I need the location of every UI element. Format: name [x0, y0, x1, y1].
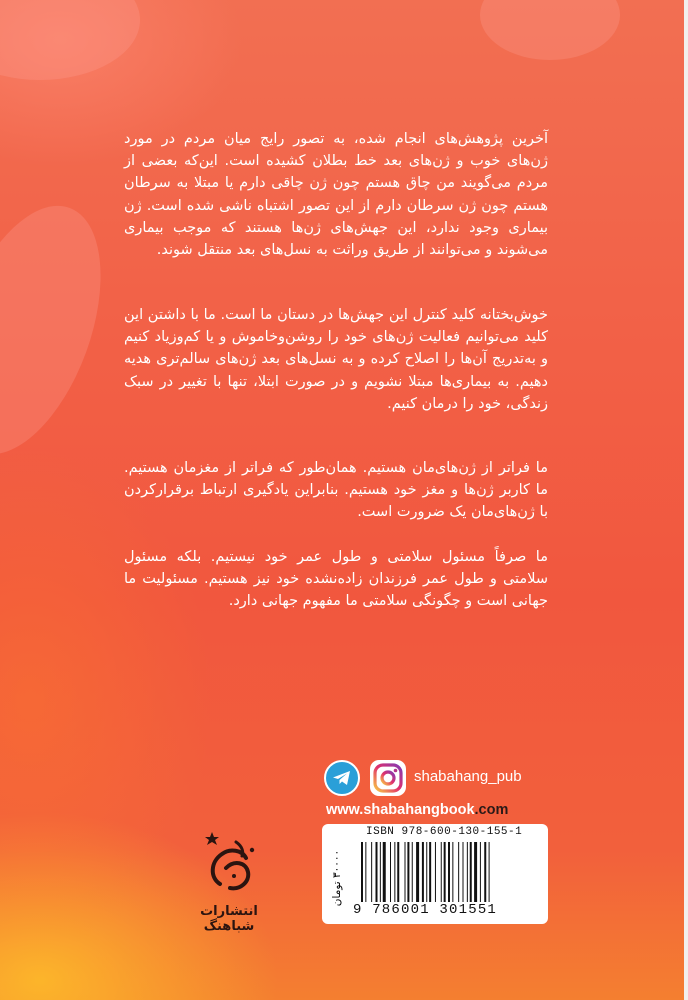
publisher-name: انتشارات شباهنگ	[200, 904, 258, 934]
decorative-petal	[0, 186, 131, 475]
website-suffix: .com	[474, 802, 509, 818]
publisher-website[interactable]	[326, 802, 508, 818]
shabahang-logo-icon	[196, 828, 266, 896]
barcode-digits: 9 786001 301551	[353, 902, 498, 918]
back-cover-paragraph-4: ما صرفاً مسئول سلامتی و طول عمر خود نیستیم. بلکه مسئول سلامتی و طول عمر فرزندان زاده‌نشده خود نیز هستیم. مسئولیت ما جهانی است و چگونگی سلامتی ما مفهوم جهانی دارد.	[124, 549, 548, 610]
isbn-text: ISBN 978-600-130-155-1	[366, 826, 523, 838]
decorative-petal	[0, 0, 140, 80]
price-tag	[326, 836, 348, 920]
price-text: ۳۰۰۰۰ تومان	[331, 849, 343, 907]
barcode	[360, 842, 540, 904]
instagram-handle[interactable]: shabahang_pub	[414, 768, 522, 785]
back-cover-paragraph-3: ما فراتر از ژن‌های‌مان هستیم. همان‌طور که فراتر از مغزمان هستیم. ما کاربر ژن‌ها و مغز خود هستیم. بنابراین یادگیری ارتباط برقرارکردن با ژن‌های‌مان یک ضرورت است.	[124, 460, 548, 521]
social-links	[324, 758, 544, 798]
decorative-petal	[480, 0, 620, 60]
telegram-icon[interactable]	[324, 760, 360, 796]
back-cover-paragraph-2: خوش‌بختانه کلید کنترل این جهش‌ها در دستان ما است. ما با داشتن این کلید می‌توانیم فعالیت ژن‌های خود را روشن‌وخاموش و یا کم‌وزیاد کنیم و به‌تدریج آن‌ها را اصلاح کرده و به نسل‌های بعد ژن‌های سالم‌تری هدیه دهیم. به بیماری‌ها مبتلا نشویم و در صورت ابتلا، تنها با تغییر در سبک زندگی، خود را درمان کنیم.	[124, 307, 548, 412]
back-cover-paragraph-1: آخرین پژوهش‌های انجام شده، به تصور رایج میان مردم در مورد ژن‌های خوب و ژن‌های بعد خط بطلان کشیده است. این‌که بعضی از مردم می‌گویند من چاق هستم چون ژن چاقی دارم یا مبتلا به سرطان هستم چون ژن سرطان دارم از این تصور اشتباه ناشی شده است. ژن بیماری وجود ندارد، این جهش‌های ژن‌ها هستند که موجب بیماری می‌شوند و می‌توانند از طریق وراثت به نسل‌های بعد منتقل شوند.	[124, 131, 548, 259]
instagram-icon[interactable]	[370, 760, 406, 796]
website-domain: www.shabahangbook	[326, 802, 475, 818]
